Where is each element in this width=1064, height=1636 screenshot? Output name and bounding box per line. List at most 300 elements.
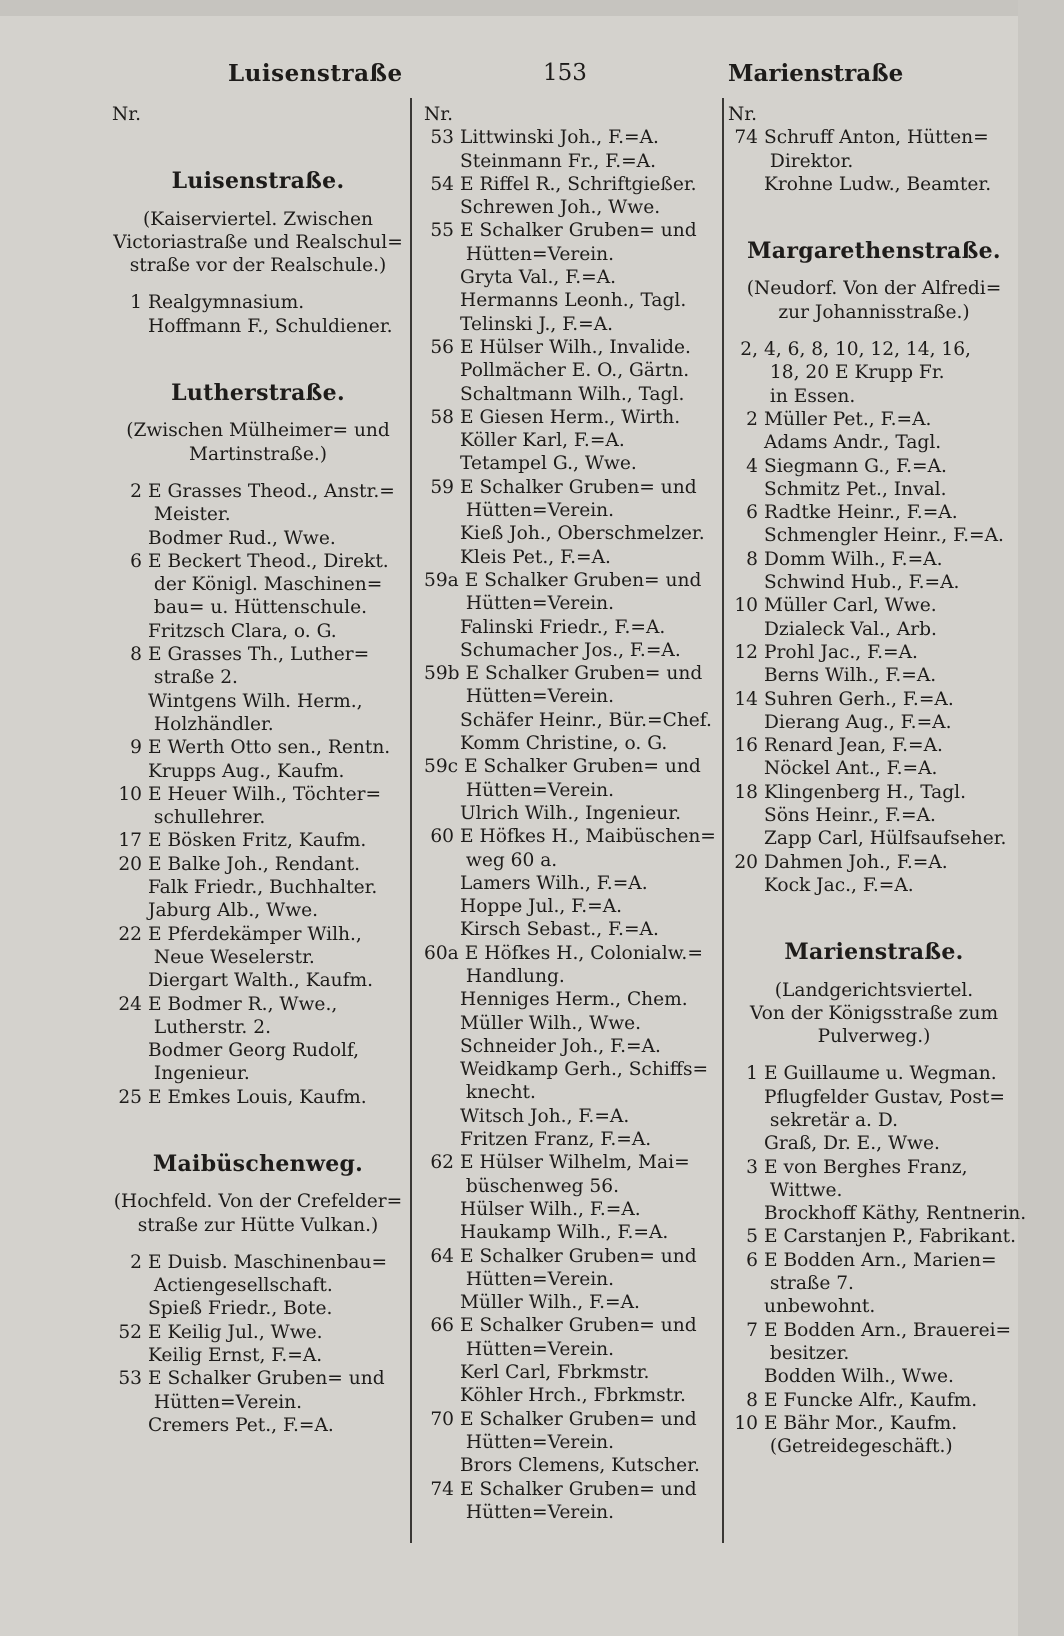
entry-text: E Schalker Gruben= und	[460, 1315, 697, 1337]
entry-text: E Pferdekämper Wilh.,	[148, 923, 362, 945]
directory-entry	[728, 1295, 1020, 1318]
directory-entry	[424, 126, 716, 149]
directory-entry	[728, 1435, 1020, 1458]
entry-text: (Getreidegeschäft.)	[764, 1436, 953, 1458]
house-number: 4	[746, 455, 758, 477]
directory-entry	[424, 965, 716, 988]
page-number: 153	[543, 60, 587, 86]
entry-text: E Beckert Theod., Direkt.	[148, 550, 389, 572]
district-note	[112, 208, 404, 278]
street-title: Margarethenstraße.	[747, 238, 1001, 265]
directory-entry	[728, 1156, 1020, 1179]
house-number: 59a	[424, 569, 459, 591]
directory-entry	[112, 291, 404, 314]
entry-text: sekretär a. D.	[764, 1109, 899, 1131]
entry-text: Hütten=Verein.	[460, 1268, 615, 1290]
directory-entry	[112, 596, 404, 619]
directory-entry	[424, 779, 716, 802]
directory-entry	[112, 946, 404, 969]
directory-entry	[728, 478, 1020, 501]
entry-text: E Funcke Alfr., Kaufm.	[764, 1389, 978, 1411]
entry-text: Schmitz Pet., Inval.	[764, 478, 947, 500]
directory-entry	[424, 359, 716, 382]
house-number: 16	[734, 735, 758, 757]
house-number: 55	[430, 220, 454, 242]
house-number: 1	[746, 1063, 758, 1085]
directory-entry	[112, 643, 404, 666]
entry-text: Diergart Walth., Kaufm.	[148, 970, 374, 992]
house-number: 74	[430, 1478, 454, 1500]
entry-text: Ingenieur.	[148, 1063, 250, 1085]
entry-text: E Riffel R., Schriftgießer.	[460, 173, 697, 195]
entry-text: Brors Clemens, Kutscher.	[460, 1455, 700, 1477]
entry-text: Hoppe Jul., F.=A.	[460, 896, 623, 918]
directory-entry	[728, 1249, 1020, 1272]
entry-text: Müller Wilh., F.=A.	[460, 1292, 640, 1314]
entry-text: Meister.	[148, 504, 231, 526]
entry-text: bau= u. Hüttenschule.	[148, 597, 368, 619]
district-line: (Landgerichtsviertel.	[774, 979, 974, 1001]
directory-entry	[424, 336, 716, 359]
house-number: 60a	[424, 942, 459, 964]
directory-entry	[728, 1109, 1020, 1132]
house-number: 66	[430, 1315, 454, 1337]
nr-label: Nr.	[728, 104, 758, 125]
entry-text: in Essen.	[764, 385, 856, 407]
directory-entry	[112, 1062, 404, 1085]
directory-entry	[424, 452, 716, 475]
entry-text: E Schalker Gruben= und	[464, 756, 701, 778]
entry-text: E Schalker Gruben= und	[460, 1478, 697, 1500]
directory-entry	[424, 1035, 716, 1058]
directory-entry	[728, 361, 1020, 384]
directory-entry	[112, 1344, 404, 1367]
entry-text: Telinski J., F.=A.	[460, 313, 614, 335]
house-number: 8	[746, 548, 758, 570]
entry-text: Hütten=Verein.	[460, 1501, 615, 1523]
directory-entry	[112, 527, 404, 550]
directory-entry	[424, 476, 716, 499]
entry-text: Lamers Wilh., F.=A.	[460, 872, 648, 894]
district-line: zur Johannisstraße.)	[778, 301, 970, 323]
house-number: 74	[734, 127, 758, 149]
entry-text: Domm Wilh., F.=A.	[764, 548, 943, 570]
entry-text: E Carstanjen P., Fabrikant.	[764, 1226, 1017, 1248]
entry-text: Witsch Joh., F.=A.	[460, 1105, 630, 1127]
directory-entry	[728, 1365, 1020, 1388]
entry-text: Kleis Pet., F.=A.	[460, 546, 611, 568]
directory-entry	[112, 620, 404, 643]
entry-text: E Schalker Gruben= und	[460, 476, 697, 498]
directory-entry	[112, 783, 404, 806]
header-left-street: Luisenstraße	[228, 60, 403, 87]
directory-entry	[728, 1319, 1020, 1342]
directory-entry	[424, 1478, 716, 1501]
district-line: (Kaiserviertel. Zwischen	[143, 208, 373, 230]
directory-entry	[424, 1361, 716, 1384]
directory-entry	[728, 1272, 1020, 1295]
directory-entry	[424, 1245, 716, 1268]
entry-text: Actiengesellschaft.	[148, 1275, 333, 1297]
district-line: Pulverweg.)	[817, 1026, 931, 1048]
directory-entry	[424, 196, 716, 219]
entry-text: Krohne Ludw., Beamter.	[764, 173, 992, 195]
nr-label: Nr.	[112, 104, 142, 125]
page-edge-right	[1018, 0, 1064, 1636]
directory-entry	[424, 1268, 716, 1291]
entry-text: E Grasses Th., Luther=	[148, 644, 370, 666]
directory-entry	[728, 385, 1020, 408]
entry-text: Suhren Gerh., F.=A.	[764, 688, 954, 710]
directory-entry	[424, 1105, 716, 1128]
entry-text: E Höfkes H., Colonialw.=	[464, 942, 703, 964]
directory-entry	[424, 522, 716, 545]
house-number: 2	[130, 480, 142, 502]
house-number: 6	[746, 1249, 758, 1271]
district-line: Martinstraße.)	[189, 443, 327, 465]
directory-entry	[112, 1086, 404, 1109]
entry-text: Hütten=Verein.	[460, 243, 615, 265]
directory-entry	[112, 993, 404, 1016]
house-number: 25	[118, 1086, 142, 1108]
district-line: (Neudorf. Von der Alfredi=	[746, 278, 1002, 300]
house-number: 59	[430, 476, 454, 498]
entry-text: Prohl Jac., F.=A.	[764, 641, 918, 663]
column-divider-1	[410, 98, 412, 1543]
directory-entry	[424, 732, 716, 755]
entry-text: E Bösken Fritz, Kaufm.	[148, 830, 367, 852]
house-number: 9	[130, 737, 142, 759]
district-note	[728, 979, 1020, 1049]
district-line: straße vor der Realschule.)	[129, 255, 387, 277]
directory-entry	[728, 618, 1020, 641]
entry-text: E Schalker Gruben= und	[148, 1368, 385, 1390]
directory-entry	[112, 503, 404, 526]
directory-entry	[728, 431, 1020, 454]
entry-text: Gryta Val., F.=A.	[460, 267, 617, 289]
directory-entry	[112, 480, 404, 503]
directory-entry	[424, 546, 716, 569]
district-note	[112, 419, 404, 466]
entry-text: E Höfkes H., Maibüschen=	[460, 826, 716, 848]
directory-entry	[424, 1501, 716, 1524]
entry-text: Schmengler Heinr., F.=A.	[764, 525, 1004, 547]
street-title: Marienstraße.	[784, 939, 964, 966]
house-number: 10	[734, 595, 758, 617]
entry-text: Ulrich Wilh., Ingenieur.	[460, 802, 682, 824]
entry-text: Haukamp Wilh., F.=A.	[460, 1222, 669, 1244]
directory-entry	[112, 1414, 404, 1437]
directory-entry	[728, 594, 1020, 617]
street-title: Luisenstraße.	[171, 168, 345, 195]
column-1	[112, 103, 404, 1437]
district-line: Victoriastraße und Realschul=	[113, 231, 403, 253]
directory-entry	[424, 1314, 716, 1337]
entry-text: Falk Friedr., Buchhalter.	[148, 877, 378, 899]
entry-text: Hütten=Verein.	[460, 1338, 615, 1360]
entry-text: Hülser Wilh., F.=A.	[460, 1198, 641, 1220]
entry-text: Hütten=Verein.	[148, 1391, 303, 1413]
directory-entry	[424, 266, 716, 289]
entry-text: E Bodden Arn., Brauerei=	[764, 1319, 1012, 1341]
directory-entry	[424, 849, 716, 872]
entry-text: Kerl Carl, Fbrkmstr.	[460, 1362, 650, 1384]
directory-entry	[424, 1384, 716, 1407]
directory-entry	[424, 1431, 716, 1454]
house-number: 3	[746, 1156, 758, 1178]
entry-text: E Bähr Mor., Kaufm.	[764, 1412, 958, 1434]
entry-text: E von Berghes Franz,	[764, 1156, 968, 1178]
entry-text: Schumacher Jos., F.=A.	[460, 639, 681, 661]
page-edge-top	[0, 0, 1064, 16]
directory-entry	[112, 1297, 404, 1320]
directory-entry	[424, 1221, 716, 1244]
directory-entry	[728, 571, 1020, 594]
house-number: 17	[118, 830, 142, 852]
district-line: Von der Königsstraße zum	[749, 1002, 999, 1024]
entry-text: E Werth Otto sen., Rentn.	[148, 737, 391, 759]
directory-entry	[424, 662, 716, 685]
entry-text: Falinski Friedr., F.=A.	[460, 616, 666, 638]
house-number: 10	[734, 1412, 758, 1434]
district-line: (Hochfeld. Von der Crefelder=	[113, 1191, 403, 1213]
entry-text: Klingenberg H., Tagl.	[764, 781, 966, 803]
entry-text: Fritzsch Clara, o. G.	[148, 620, 337, 642]
directory-entry	[112, 760, 404, 783]
directory-entry	[728, 455, 1020, 478]
directory-entry	[424, 383, 716, 406]
section-margarethenstrasse	[728, 240, 1020, 897]
entry-text: 4, 6, 8, 10, 12, 14, 16,	[764, 339, 971, 361]
entry-text: E Duisb. Maschinenbau=	[148, 1251, 388, 1273]
house-number: 59b	[424, 663, 460, 685]
house-number: 8	[130, 644, 142, 666]
entry-text: Handlung.	[460, 965, 565, 987]
entry-text: E Hülser Wilhelm, Mai=	[460, 1152, 690, 1174]
directory-entry	[424, 1151, 716, 1174]
directory-entry	[424, 755, 716, 778]
entry-text: Müller Carl, Wwe.	[764, 595, 937, 617]
directory-entry	[112, 550, 404, 573]
house-number: 22	[118, 923, 142, 945]
entry-text: Zapp Carl, Hülfsaufseher.	[764, 828, 1007, 850]
house-number: 12	[734, 641, 758, 663]
house-number: 14	[734, 688, 758, 710]
directory-entry	[112, 736, 404, 759]
entry-text: Bodden Wilh., Wwe.	[764, 1366, 954, 1388]
directory-entry	[112, 1391, 404, 1414]
directory-entry	[424, 289, 716, 312]
entry-text: Kock Jac., F.=A.	[764, 874, 914, 896]
entry-text: schullehrer.	[148, 807, 266, 829]
entry-text: Direktor.	[764, 150, 854, 172]
section-marienstrasse	[728, 939, 1027, 1458]
entry-text: Hütten=Verein.	[460, 779, 615, 801]
entry-text: Hoffmann F., Schuldiener.	[148, 315, 393, 337]
entry-text: Spieß Friedr., Bote.	[148, 1298, 333, 1320]
directory-entry	[112, 1251, 404, 1274]
entry-text: büschenweg 56.	[460, 1175, 620, 1197]
section-maibueschenweg	[112, 1150, 404, 1437]
directory-entry	[728, 1389, 1020, 1412]
house-number: 64	[430, 1245, 454, 1267]
directory-entry	[424, 1012, 716, 1035]
directory-entry	[728, 641, 1020, 664]
entry-text: Radtke Heinr., F.=A.	[764, 502, 958, 524]
directory-entry	[424, 313, 716, 336]
directory-entry	[424, 1408, 716, 1431]
house-number: 70	[430, 1408, 454, 1430]
directory-entry	[728, 1412, 1020, 1435]
street-title: Maibüschenweg.	[152, 1150, 364, 1177]
entry-text: Lutherstr. 2.	[148, 1016, 271, 1038]
directory-entry	[424, 988, 716, 1011]
directory-entry	[112, 853, 404, 876]
entry-text: Nöckel Ant., F.=A.	[764, 758, 938, 780]
entry-text: Schwind Hub., F.=A.	[764, 572, 960, 594]
district-line: straße zur Hütte Vulkan.)	[137, 1214, 379, 1236]
entry-text: Schaltmann Wilh., Tagl.	[460, 383, 685, 405]
entry-text: Brockhoff Käthy, Rentnerin.	[764, 1203, 1027, 1225]
district-line: (Zwischen Mülheimer= und	[126, 420, 390, 442]
directory-entry	[728, 338, 1020, 361]
entry-text: straße 2.	[148, 667, 238, 689]
entry-text: E Bodden Arn., Marien=	[764, 1249, 997, 1271]
directory-entry	[112, 666, 404, 689]
directory-entry	[424, 219, 716, 242]
entry-text: Schneider Joh., F.=A.	[460, 1035, 661, 1057]
directory-entry	[424, 1338, 716, 1361]
entry-text: Neue Weselerstr.	[148, 946, 315, 968]
house-number: 6	[746, 502, 758, 524]
entry-text: Siegmann G., F.=A.	[764, 455, 947, 477]
house-number: 54	[430, 173, 454, 195]
directory-entry	[728, 501, 1020, 524]
column-2	[424, 103, 716, 1524]
house-number: 58	[430, 406, 454, 428]
directory-entry	[728, 804, 1020, 827]
entry-text: Kieß Joh., Oberschmelzer.	[460, 523, 705, 545]
directory-entry	[112, 1274, 404, 1297]
house-number: 2,	[740, 339, 758, 361]
street-title: Lutherstraße.	[171, 380, 345, 407]
section-luisenstrasse	[112, 170, 404, 338]
entry-text: E Schalker Gruben= und	[460, 1245, 697, 1267]
directory-entry	[112, 573, 404, 596]
nr-label: Nr.	[424, 104, 454, 125]
entry-text: E Bodmer R., Wwe.,	[148, 993, 338, 1015]
entry-text: Graß, Dr. E., Wwe.	[764, 1133, 940, 1155]
entry-text: E Emkes Louis, Kaufm.	[148, 1086, 367, 1108]
house-number: 1	[130, 292, 142, 314]
entry-text: Adams Andr., Tagl.	[764, 432, 942, 454]
entry-text: E Guillaume u. Wegman.	[764, 1063, 997, 1085]
house-number: 18	[734, 781, 758, 803]
house-number: 56	[430, 336, 454, 358]
directory-entry	[728, 173, 1020, 196]
entry-text: straße 7.	[764, 1273, 854, 1295]
house-number: 60	[430, 826, 454, 848]
directory-entry	[112, 969, 404, 992]
entry-text: Köhler Hrch., Fbrkmstr.	[460, 1385, 686, 1407]
directory-entry	[424, 499, 716, 522]
directory-entry	[424, 569, 716, 592]
entry-text: E Schalker Gruben= und	[460, 220, 697, 242]
directory-entry	[424, 429, 716, 452]
directory-entry	[728, 664, 1020, 687]
directory-entry	[424, 802, 716, 825]
house-number: 7	[746, 1319, 758, 1341]
house-number: 5	[746, 1226, 758, 1248]
house-number: 62	[430, 1152, 454, 1174]
entry-text: Wintgens Wilh. Herm.,	[148, 690, 363, 712]
entries-continued	[424, 126, 716, 1524]
column-3	[728, 103, 1027, 1458]
directory-entry	[112, 1039, 404, 1062]
entry-text: Littwinski Joh., F.=A.	[460, 127, 659, 149]
entry-text: Dierang Aug., F.=A.	[764, 711, 952, 733]
house-number: 2	[746, 408, 758, 430]
entry-text: Dahmen Joh., F.=A.	[764, 851, 948, 873]
entry-text: Bodmer Rud., Wwe.	[148, 527, 336, 549]
entry-text: Cremers Pet., F.=A.	[148, 1414, 334, 1436]
house-number: 53	[118, 1368, 142, 1390]
directory-entry	[112, 829, 404, 852]
directory-entry	[728, 711, 1020, 734]
directory-entry	[728, 1086, 1020, 1109]
house-number: 53	[430, 127, 454, 149]
entry-text: Henniges Herm., Chem.	[460, 989, 688, 1011]
column-divider-2	[722, 98, 724, 1543]
directory-entry	[424, 1058, 716, 1081]
entry-text: Söns Heinr., F.=A.	[764, 805, 936, 827]
directory-entry	[728, 1342, 1020, 1365]
entry-text: E Schalker Gruben= und	[460, 1408, 697, 1430]
entries-continued	[728, 126, 1020, 196]
section-lutherstrasse	[112, 382, 404, 1109]
directory-entry	[112, 690, 404, 713]
directory-entry	[424, 918, 716, 941]
directory-entry	[112, 899, 404, 922]
directory-entry	[112, 1321, 404, 1344]
entry-text: Jaburg Alb., Wwe.	[148, 900, 319, 922]
entry-text: Hütten=Verein.	[460, 1431, 615, 1453]
entry-text: Pollmächer E. O., Gärtn.	[460, 360, 690, 382]
house-number: 2	[130, 1251, 142, 1273]
directory-entry	[424, 895, 716, 918]
directory-entry	[728, 874, 1020, 897]
directory-entry	[424, 942, 716, 965]
directory-entry	[424, 825, 716, 848]
entry-text: Berns Wilh., F.=A.	[764, 665, 937, 687]
district-note	[112, 1190, 404, 1237]
directory-entry	[728, 757, 1020, 780]
entry-text: E Balke Joh., Rendant.	[148, 853, 361, 875]
directory-entry	[728, 126, 1020, 149]
entry-text: Schruff Anton, Hütten=	[764, 127, 989, 149]
entry-text: Schrewen Joh., Wwe.	[460, 197, 661, 219]
entry-text: Bodmer Georg Rudolf,	[148, 1040, 360, 1062]
directory-entry	[728, 851, 1020, 874]
directory-entry	[424, 173, 716, 196]
entry-text: E Heuer Wilh., Töchter=	[148, 783, 382, 805]
house-number: 10	[118, 783, 142, 805]
entry-text: Müller Wilh., Wwe.	[460, 1012, 642, 1034]
house-number: 8	[746, 1389, 758, 1411]
entry-text: E Hülser Wilh., Invalide.	[460, 336, 691, 358]
entry-text: der Königl. Maschinen=	[148, 574, 383, 596]
directory-entry	[424, 150, 716, 173]
